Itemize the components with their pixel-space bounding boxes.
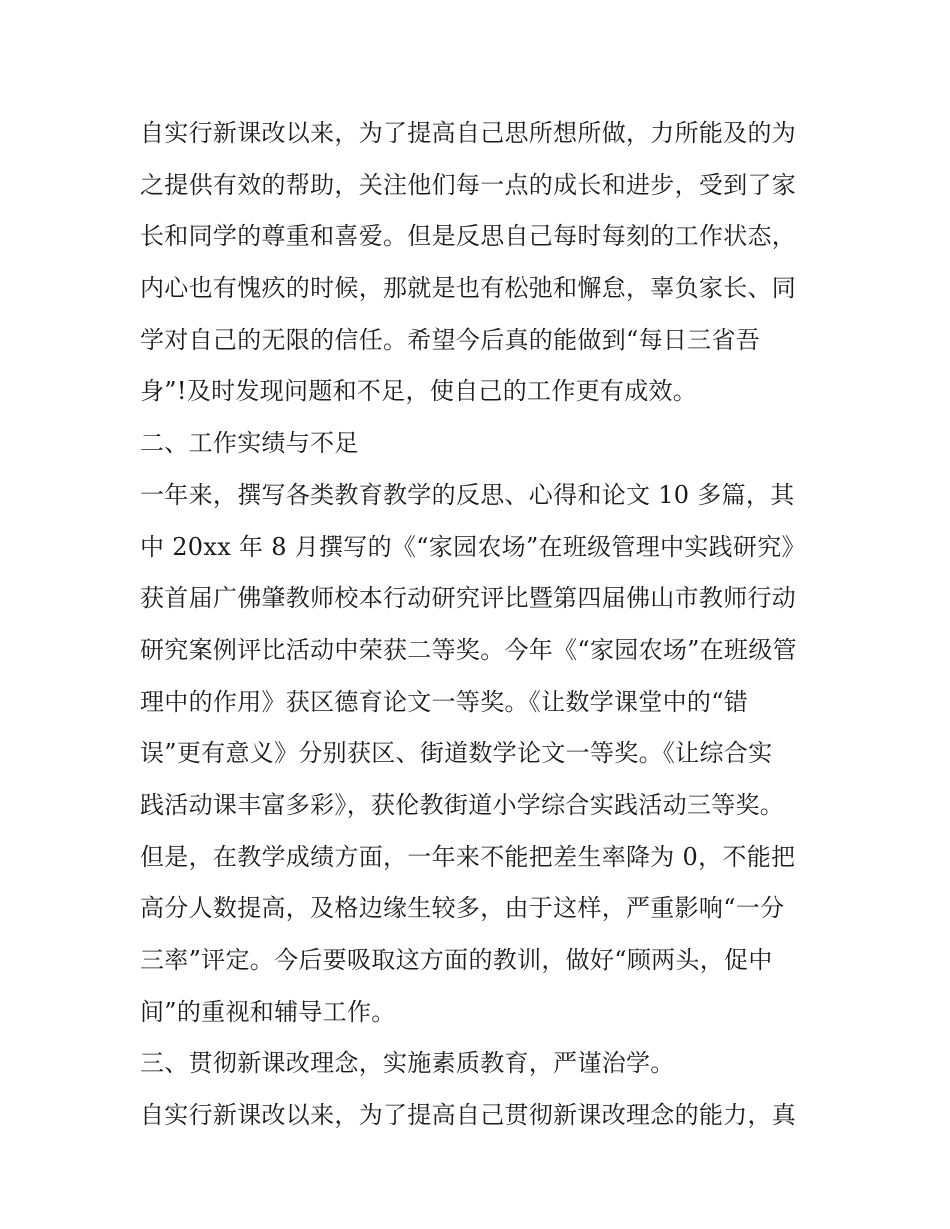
text-line: 但是，在教学成绩方面，一年来不能把差生率降为 0，不能把	[140, 842, 796, 871]
text-line: 学对自己的无限的信任。希望今后真的能做到“每日三省吾	[140, 325, 761, 354]
text-line: 中 20xx 年 8 月撰写的《“家园农场”在班级管理中实践研究》	[140, 532, 806, 561]
text-line: 研究案例评比活动中荣获二等奖。今年《“家园农场”在班级管	[140, 635, 797, 664]
section-heading: 二、工作实绩与不足	[140, 429, 359, 458]
text-line: 获首届广佛肇教师校本行动研究评比暨第四届佛山市教师行动	[140, 584, 797, 613]
text-line: 一年来，撰写各类教育教学的反思、心得和论文 10 多篇，其	[140, 480, 795, 509]
text-line: 自实行新课改以来，为了提高自己贯彻新课改理念的能力，真	[140, 1101, 797, 1130]
text-line: 长和同学的尊重和喜爱。但是反思自己每时每刻的工作状态，	[140, 222, 797, 251]
text-line: 自实行新课改以来，为了提高自己思所想所做，力所能及的为	[140, 119, 797, 147]
text-line: 间”的重视和辅导工作。	[140, 997, 396, 1026]
text-line: 高分人数提高，及格边缘生较多，由于这样，严重影响“一分	[140, 894, 785, 923]
text-line: 之提供有效的帮助，关注他们每一点的成长和进步，受到了家	[140, 170, 797, 199]
text-line: 内心也有愧疚的时候，那就是也有松弛和懈怠，辜负家长、同	[140, 274, 797, 303]
text-line: 理中的作用》获区德育论文一等奖。《让数学课堂中的“错	[140, 687, 749, 716]
section-heading: 三、贯彻新课改理念，实施素质教育，严谨治学。	[140, 1049, 675, 1078]
text-line: 身”!及时发现问题和不足，使自己的工作更有成效。	[140, 377, 698, 406]
text-line: 践活动课丰富多彩》，获伦教街道小学综合实践活动三等奖。	[140, 790, 785, 819]
text-line: 三率”评定。今后要吸取这方面的教训，做好“顾两头，促中	[140, 946, 773, 974]
document-body	[140, 108, 820, 1142]
text-line: 误”更有意义》分别获区、街道数学论文一等奖。《让综合实	[140, 739, 773, 768]
